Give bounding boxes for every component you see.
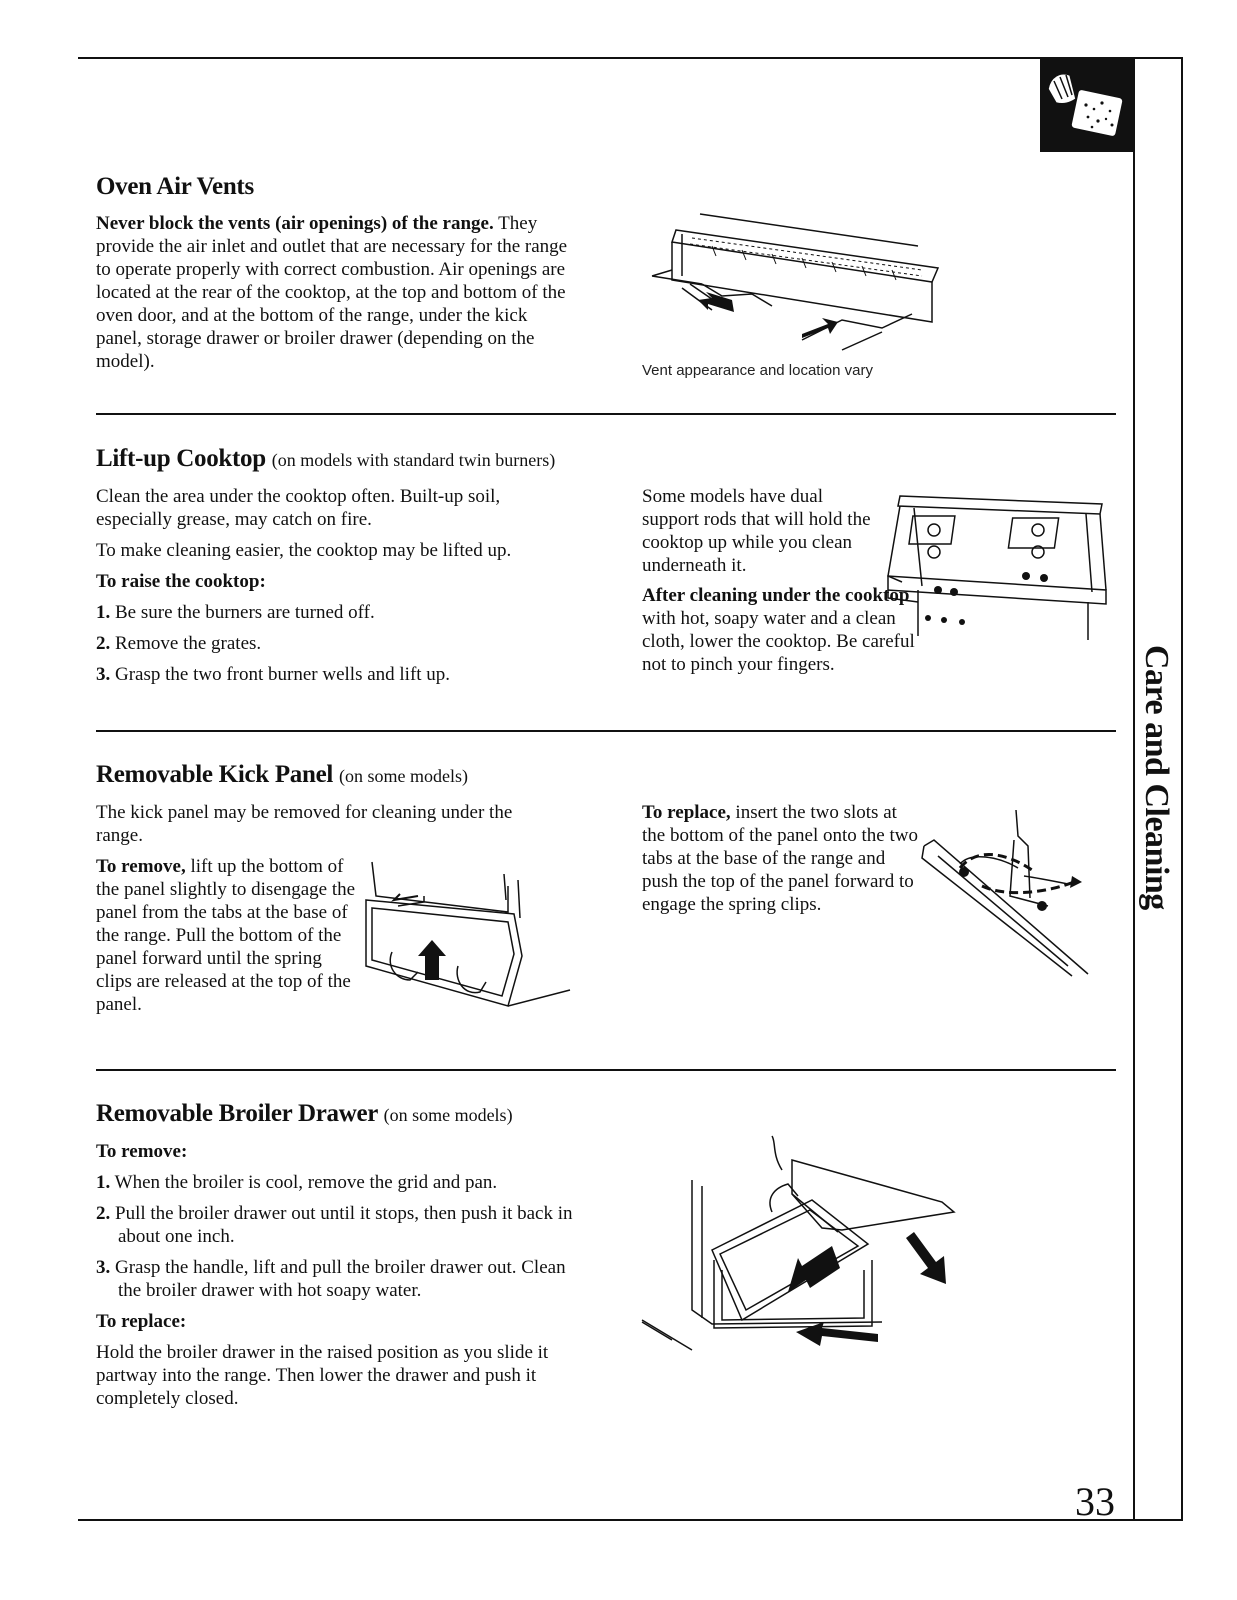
kick-subtitle: (on some models) [338, 766, 468, 786]
kick-title: Removable Kick Panel [96, 761, 334, 788]
bottom-rule [78, 1519, 1183, 1521]
vents-lead: Never block the vents (air openings) of the range. [96, 213, 494, 234]
kick-intro [96, 801, 556, 847]
page-number: 33 [1075, 1479, 1115, 1524]
broiler-step-3: 3. Grasp the handle, lift and pull the broiler drawer out. Clean the broiler drawer with hot soapy water. [96, 1257, 566, 1301]
cooktop-p1: Clean the area under the cooktop often. Built-up soil, especially grease, may catch on fire. [96, 486, 501, 530]
side-tab-title: Care and Cleaning [1138, 645, 1175, 910]
kick-panel-illustration [358, 856, 573, 1016]
broiler-illustration [642, 1150, 962, 1350]
tab-right-rule [1181, 57, 1183, 1521]
cooktop-step-2: 2. Remove the grates. [96, 633, 262, 654]
broiler-replace-heading: To replace: [96, 1311, 187, 1332]
cooktop-right-bold: After cleaning under the cooktop [642, 585, 910, 606]
kick-p1: The kick panel may be removed for cleaning under the range. [96, 802, 513, 846]
broiler-step-2: 2. Pull the broiler drawer out until it stops, then push it back in about one inch. [96, 1203, 573, 1247]
section-divider-2 [96, 730, 1116, 732]
vents-text [96, 212, 576, 373]
broiler-text [96, 1140, 576, 1410]
broiler-replace-text: Hold the broiler drawer in the raised position as you slide it partway into the range. Then lower the drawer and push it completely closed. [96, 1342, 549, 1409]
vent-caption: Vent appearance and location vary [642, 362, 873, 379]
kick-replace-text [642, 801, 922, 916]
broiler-step-1: 1. When the broiler is cool, remove the grid and pan. [96, 1172, 498, 1193]
broiler-title-row [96, 1099, 513, 1130]
vent-illustration [642, 210, 942, 360]
cooktop-p2: To make cleaning easier, the cooktop may be lifted up. [96, 540, 512, 561]
cooktop-step-3: 3. Grasp the two front burner wells and lift up. [96, 664, 451, 685]
top-rule [78, 57, 1183, 59]
tab-left-rule [1133, 57, 1135, 1521]
kick-title-row [96, 760, 468, 791]
broiler-subtitle: (on some models) [383, 1105, 513, 1125]
cooktop-right-p1: Some models have dual support rods that will hold the cooktop up while you clean underneath it. [642, 486, 871, 576]
kick-remove-text [96, 855, 358, 1016]
cooktop-subtitle: (on models with standard twin burners) [271, 450, 556, 470]
cooktop-left-text [96, 485, 576, 686]
cooktop-illustration [888, 494, 1108, 644]
kick-replace-illustration [918, 806, 1098, 976]
cooktop-title-row [96, 444, 555, 475]
kick-remove-bold: To remove, [96, 856, 186, 877]
cooktop-right-text [642, 485, 880, 577]
cooktop-title: Lift-up Cooktop [96, 445, 266, 472]
broiler-title: Removable Broiler Drawer [96, 1100, 378, 1127]
cooktop-raise-heading: To raise the cooktop: [96, 571, 266, 592]
kick-replace-text-body: insert the two slots at the bottom of the panel onto the two tabs at the base of the range and push the top of the panel forward to engage the spring clips. [642, 802, 918, 915]
vents-title: Oven Air Vents [96, 173, 254, 200]
vents-body: They provide the air inlet and outlet that are necessary for the range to operate properly with correct combustion. Air openings are located at the rear of the cooktop, at the top and bottom of the oven door, and at the bottom of the range, under the kick panel, storage drawer or broiler drawer (depending on the model). [96, 213, 568, 372]
cleaning-hand-icon [1040, 59, 1133, 152]
section-divider-3 [96, 1069, 1116, 1071]
kick-replace-bold: To replace, [642, 802, 731, 823]
broiler-remove-heading: To remove: [96, 1141, 188, 1162]
kick-remove-text-body: lift up the bottom of the panel slightly to disengage the panel from the tabs at the base of the range. Pull the bottom of the panel forward until the spring clips are released at the top of the panel. [96, 856, 356, 1015]
cooktop-step-1: 1. Be sure the burners are turned off. [96, 602, 375, 623]
section-divider-1 [96, 413, 1116, 415]
cooktop-right-p2: with hot, soapy water and a clean cloth, lower the cooktop. Be careful not to pinch your fingers. [642, 608, 915, 675]
